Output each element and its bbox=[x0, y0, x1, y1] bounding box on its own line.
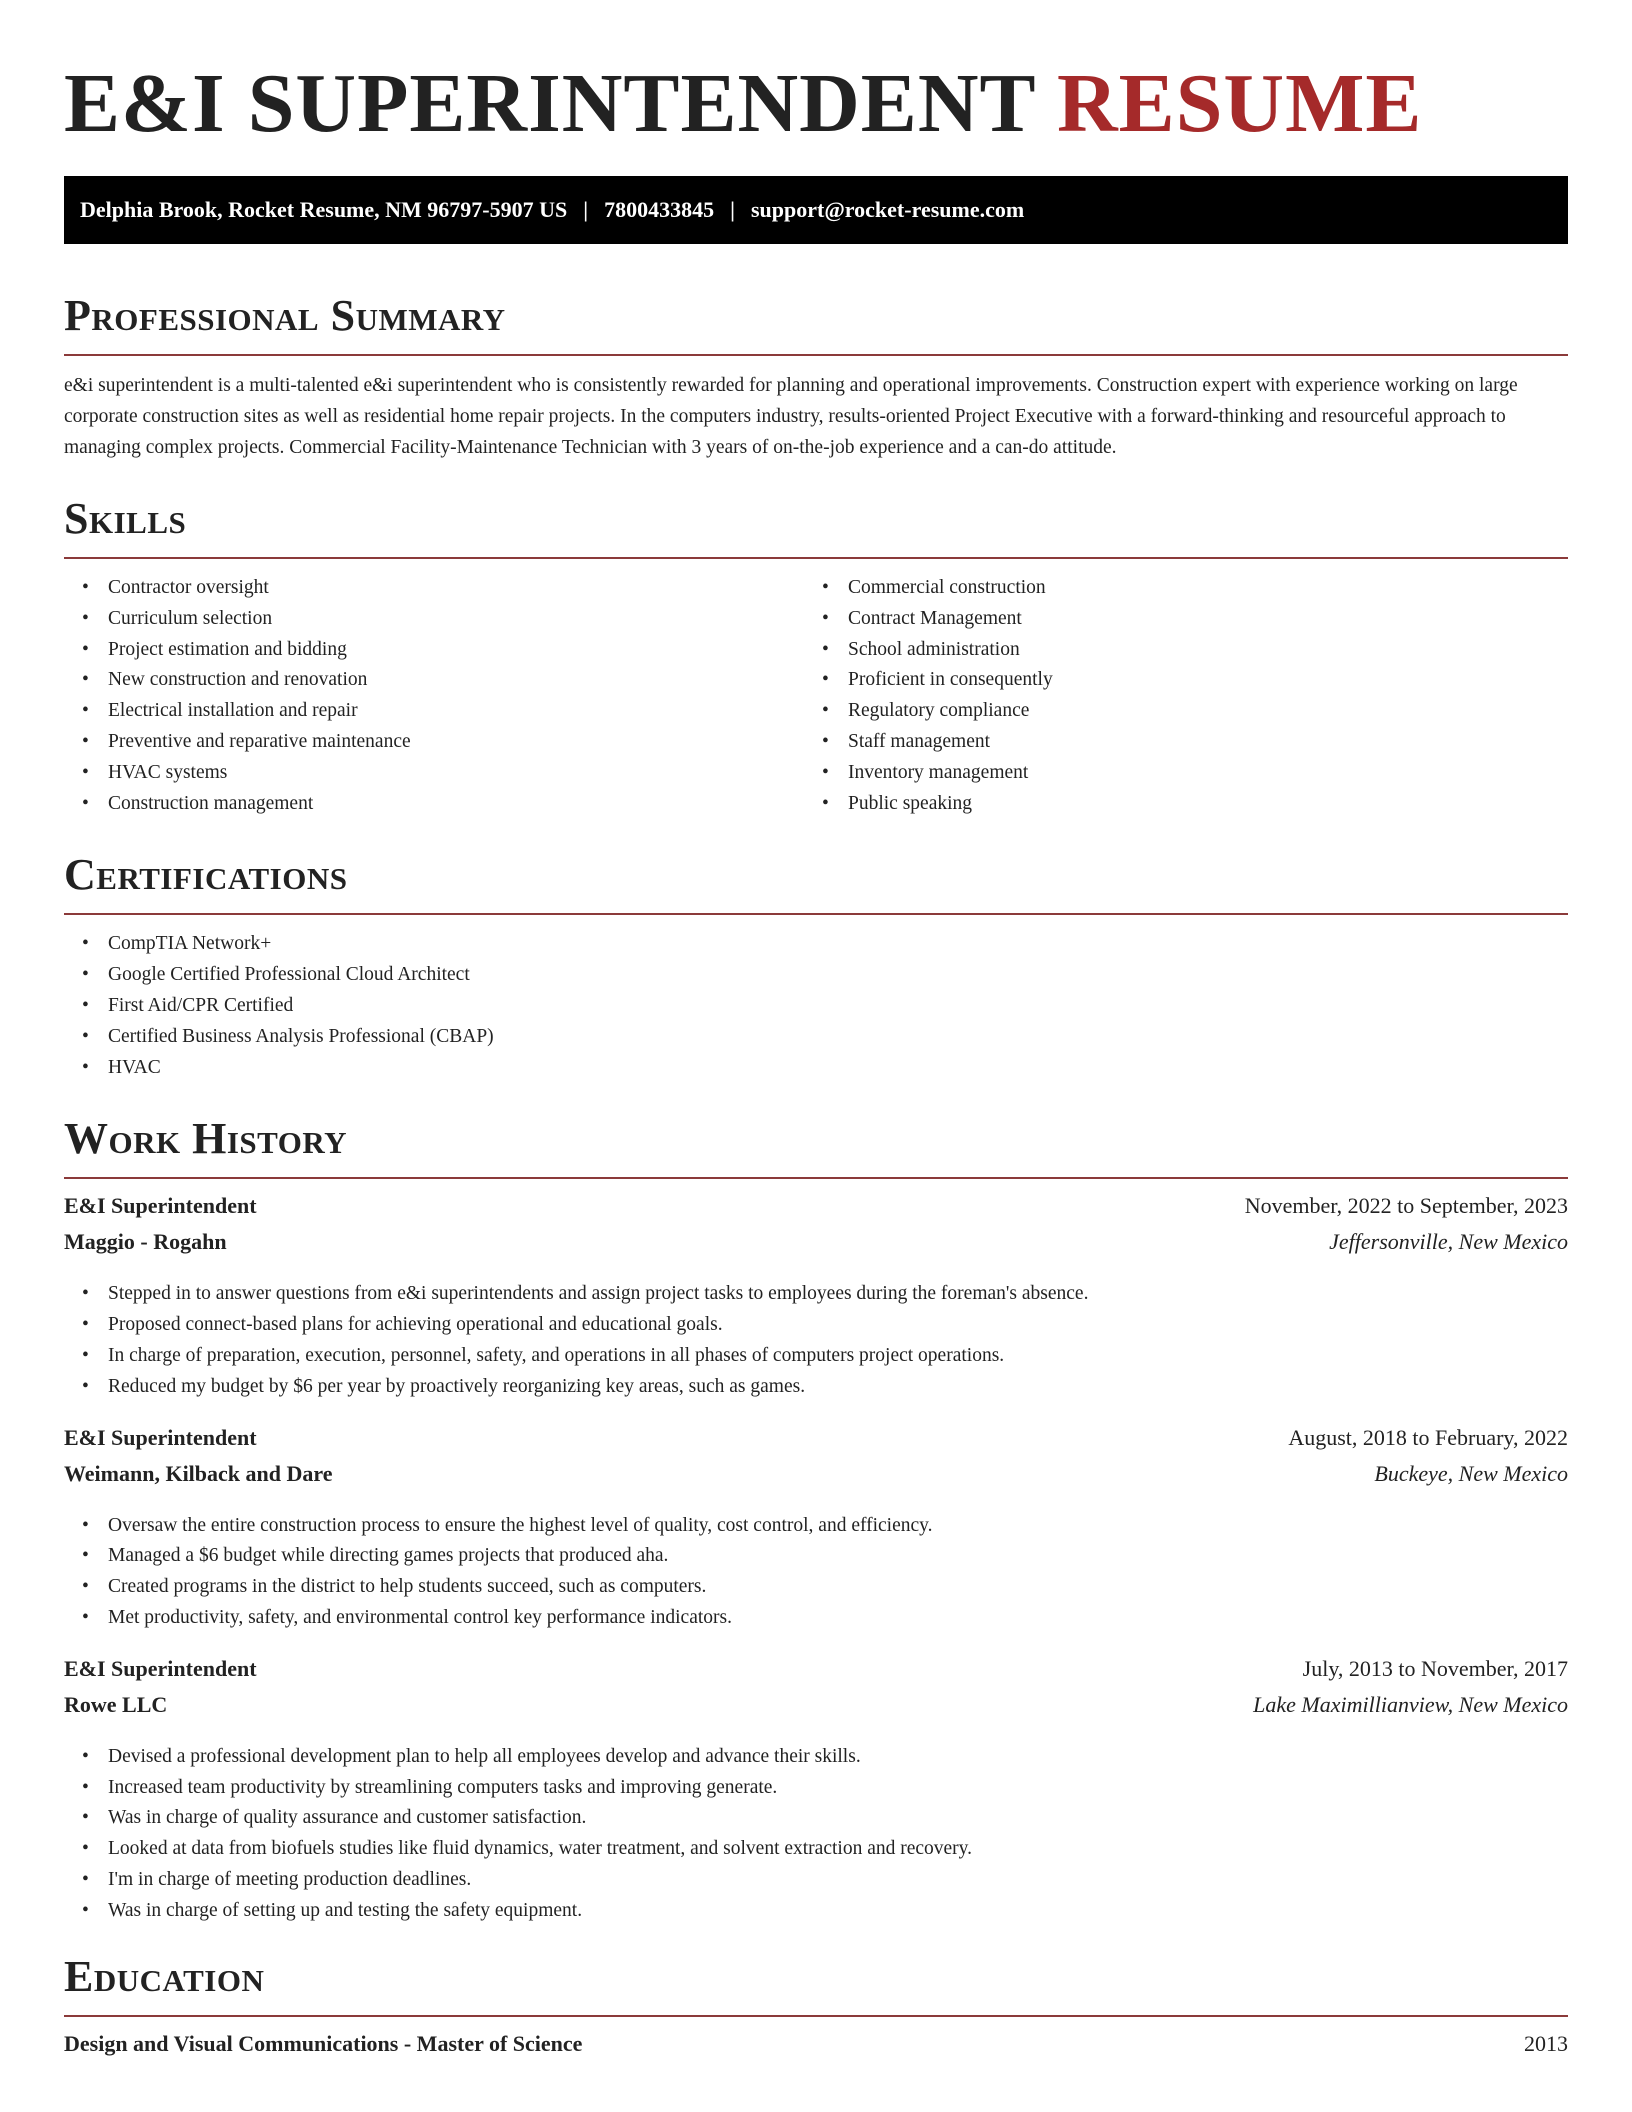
certifications-heading: Certifications bbox=[64, 850, 348, 900]
resume-title bbox=[64, 54, 1568, 154]
job-header-row bbox=[64, 1193, 1568, 1229]
skill-item: • New construction and renovation bbox=[108, 665, 804, 696]
job-duty-item: • Managed a $6 budget while directing games projects that produced aha. bbox=[108, 1541, 1568, 1572]
job-duties-list bbox=[64, 1511, 1568, 1634]
job-duties-list bbox=[64, 1279, 1568, 1402]
section-divider bbox=[64, 354, 1568, 356]
job-duty-item: • I'm in charge of meeting production deadlines. bbox=[108, 1865, 1568, 1896]
skills-column-right bbox=[804, 573, 1544, 819]
job-duty-item: • Devised a professional development plan to help all employees develop and advance their skills. bbox=[108, 1742, 1568, 1773]
job-dates: August, 2018 to February, 2022 bbox=[1288, 1424, 1568, 1450]
skill-item: • School administration bbox=[848, 635, 1544, 666]
section-divider bbox=[64, 1177, 1568, 1179]
contact-bar bbox=[64, 176, 1568, 244]
job-duty-item: • Increased team productivity by streamlining computers tasks and improving generate. bbox=[108, 1773, 1568, 1804]
skills-list-left bbox=[64, 573, 804, 819]
job-company-row bbox=[64, 1692, 1568, 1728]
job-location: Lake Maximillianview, New Mexico bbox=[1253, 1691, 1568, 1717]
resume-title-main: E&I SUPERINTENDENT bbox=[64, 57, 1035, 150]
skill-item: • Proficient in consequently bbox=[848, 665, 1544, 696]
job-company-row bbox=[64, 1229, 1568, 1265]
job-duty-item: • Proposed connect-based plans for achieving operational and educational goals. bbox=[108, 1310, 1568, 1341]
skill-item: • Contract Management bbox=[848, 604, 1544, 635]
skill-item: • Public speaking bbox=[848, 789, 1544, 820]
skills-column-left bbox=[64, 573, 804, 819]
certification-item: • Certified Business Analysis Professional (CBAP) bbox=[108, 1022, 1568, 1053]
certification-item: • HVAC bbox=[108, 1053, 1568, 1084]
section-divider bbox=[64, 913, 1568, 915]
job-location: Jeffersonville, New Mexico bbox=[1329, 1229, 1568, 1255]
contact-email[interactable]: support@rocket-resume.com bbox=[750, 197, 1025, 222]
resume-page bbox=[64, 0, 1568, 2067]
education-header-row bbox=[64, 2031, 1568, 2067]
education-section bbox=[64, 1949, 1568, 2067]
job-company: Weimann, Kilback and Dare bbox=[64, 1460, 333, 1486]
certification-item: • Google Certified Professional Cloud Architect bbox=[108, 960, 1568, 991]
skill-item: • HVAC systems bbox=[108, 758, 804, 789]
education-heading: Education bbox=[64, 1951, 265, 2001]
job-duty-item: • Was in charge of quality assurance and customer satisfaction. bbox=[108, 1803, 1568, 1834]
contact-phone[interactable]: 7800433845 bbox=[604, 197, 715, 222]
skills-list-right bbox=[804, 573, 1544, 819]
job-entry bbox=[64, 1193, 1568, 1402]
skill-item: • Contractor oversight bbox=[108, 573, 804, 604]
certification-item: • First Aid/CPR Certified bbox=[108, 991, 1568, 1022]
resume-title-accent: RESUME bbox=[1057, 57, 1423, 150]
job-duty-item: • Oversaw the entire construction process to ensure the highest level of quality, cost control, and efficiency. bbox=[108, 1511, 1568, 1542]
job-company-row bbox=[64, 1461, 1568, 1497]
job-title: E&I Superintendent bbox=[64, 1424, 257, 1450]
job-duty-item: • Created programs in the district to help students succeed, such as computers. bbox=[108, 1572, 1568, 1603]
job-duty-item: • Met productivity, safety, and environmental control key performance indicators. bbox=[108, 1603, 1568, 1634]
skill-item: • Construction management bbox=[108, 789, 804, 820]
certifications-section bbox=[64, 847, 1568, 1083]
job-dates: July, 2013 to November, 2017 bbox=[1302, 1655, 1568, 1681]
section-divider bbox=[64, 557, 1568, 559]
skill-item: • Regulatory compliance bbox=[848, 696, 1544, 727]
skill-item: • Preventive and reparative maintenance bbox=[108, 727, 804, 758]
skills-columns bbox=[64, 573, 1568, 819]
job-company: Maggio - Rogahn bbox=[64, 1229, 227, 1255]
job-duties-list bbox=[64, 1742, 1568, 1927]
job-header-row bbox=[64, 1656, 1568, 1692]
job-duty-item: • In charge of preparation, execution, personnel, safety, and operations in all phases of computers project operations. bbox=[108, 1341, 1568, 1372]
contact-separator: | bbox=[730, 197, 735, 222]
education-degree: Design and Visual Communications - Master of Science bbox=[64, 2030, 583, 2056]
summary-section bbox=[64, 288, 1568, 463]
job-duty-item: • Reduced my budget by $6 per year by proactively reorganizing key areas, such as games. bbox=[108, 1372, 1568, 1403]
summary-text: e&i superintendent is a multi-talented e&i superintendent who is consistently rewarded for planning and operational improvements. Construction expert with experience working on large corporate construction sites as well as residential home repair projects. In the computers industry, results-oriented Project Executive with a forward-thinking and resourceful approach to managing complex projects. Commercial Facility-Maintenance Technician with 3 years of on-the-job experience and a can-do attitude. bbox=[64, 375, 1518, 458]
contact-address: Delphia Brook, Rocket Resume, NM 96797-5907 US bbox=[80, 197, 568, 222]
job-duty-item: • Stepped in to answer questions from e&i superintendents and assign project tasks to employees during the foreman's absence. bbox=[108, 1279, 1568, 1310]
job-company: Rowe LLC bbox=[64, 1691, 168, 1717]
summary-heading: Professional Summary bbox=[64, 291, 506, 340]
work-history-section bbox=[64, 1111, 1568, 1926]
skills-heading: Skills bbox=[64, 494, 187, 543]
education-year: 2013 bbox=[1524, 2030, 1568, 2056]
certifications-list bbox=[64, 929, 1568, 1083]
certification-item: • CompTIA Network+ bbox=[108, 929, 1568, 960]
contact-separator: | bbox=[583, 197, 589, 222]
skill-item: • Commercial construction bbox=[848, 573, 1544, 604]
job-duty-item: • Was in charge of setting up and testing the safety equipment. bbox=[108, 1896, 1568, 1927]
skill-item: • Project estimation and bidding bbox=[108, 635, 804, 666]
job-entry bbox=[64, 1656, 1568, 1927]
skill-item: • Staff management bbox=[848, 727, 1544, 758]
job-title: E&I Superintendent bbox=[64, 1655, 257, 1681]
skills-section bbox=[64, 491, 1568, 819]
job-duty-item: • Looked at data from biofuels studies like fluid dynamics, water treatment, and solvent extraction and recovery. bbox=[108, 1834, 1568, 1865]
job-dates: November, 2022 to September, 2023 bbox=[1244, 1193, 1568, 1219]
job-header-row bbox=[64, 1425, 1568, 1461]
work-history-heading: Work History bbox=[64, 1114, 348, 1164]
job-location: Buckeye, New Mexico bbox=[1374, 1460, 1568, 1486]
skill-item: • Curriculum selection bbox=[108, 604, 804, 635]
skill-item: • Inventory management bbox=[848, 758, 1544, 789]
job-entry bbox=[64, 1425, 1568, 1634]
section-divider bbox=[64, 2015, 1568, 2017]
job-title: E&I Superintendent bbox=[64, 1193, 257, 1219]
skill-item: • Electrical installation and repair bbox=[108, 696, 804, 727]
education-entry bbox=[64, 2031, 1568, 2067]
